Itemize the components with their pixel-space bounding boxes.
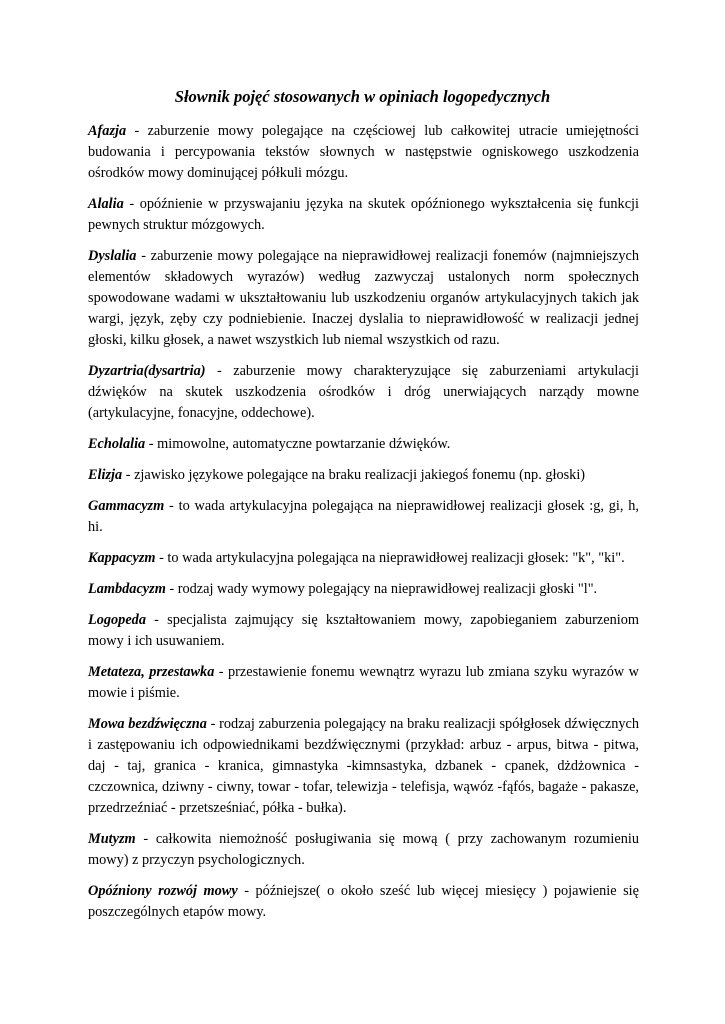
glossary-entry-opozniony-rozwoj-mowy bbox=[88, 881, 639, 923]
glossary-entry-alalia bbox=[88, 194, 639, 236]
glossary-entry-lambdacyzm bbox=[88, 579, 639, 600]
entry-term: Elizja bbox=[88, 467, 123, 483]
entry-term: Opóźniony rozwój mowy bbox=[88, 883, 238, 899]
entry-definition: - rodzaj zaburzenia polegający na braku realizacji spółgłosek dźwięcznych i zastępowaniu ich odpowiednikami bezdźwięcznymi (przykład: arbuz - arpus, bitwa - pitwa, daj - taj, granica - kranica, gimnastyka -kimnsastyka, dzbanek - cpanek, dżdżownica - czczownica, dziwny - ciwny, towar - tofar, telewizja - telefisja, wąwóz -fąfós, bagaże - pakasze, przedrzeźniać - przetsześniać, półka - bułka). bbox=[88, 716, 639, 816]
glossary-entry-elizja bbox=[88, 465, 639, 486]
entry-definition: - to wada artykulacyjna polegająca na nieprawidłowej realizacji głosek :g, gi, h, hi. bbox=[88, 498, 639, 535]
entry-term: Mowa bezdźwięczna bbox=[88, 716, 207, 732]
entry-term: Metateza, przestawka bbox=[88, 664, 215, 680]
entry-definition: - to wada artykulacyjna polegająca na nieprawidłowej realizacji głosek: "k", "ki". bbox=[155, 550, 625, 566]
entry-term: Echolalia bbox=[88, 436, 146, 452]
glossary-entry-logopeda bbox=[88, 610, 639, 652]
glossary-list bbox=[88, 121, 639, 933]
glossary-entry-metateza bbox=[88, 662, 639, 704]
glossary-entry-dyslalia bbox=[88, 246, 639, 351]
entry-term: Mutyzm bbox=[88, 831, 136, 847]
entry-definition: - zaburzenie mowy polegające na nieprawidłowej realizacji fonemów (najmniejszych elementów składowych wyrazów) według zazwyczaj ustalonych norm społecznych spowodowane wadami w ukształtowaniu lub uszkodzeniu organów artykulacyjnych takich jak wargi, język, zęby czy podniebienie. Inaczej dyslalia to nieprawidłowość w realizacji jednej głoski, kilku głosek, a nawet wszystkich lub niemal wszystkich od razu. bbox=[88, 248, 639, 348]
entry-definition: - opóźnienie w przyswajaniu języka na skutek opóźnionego wykształcenia się funkcji pewnych struktur mózgowych. bbox=[88, 196, 639, 233]
entry-term: Logopeda bbox=[88, 612, 146, 628]
entry-term: Dyslalia bbox=[88, 248, 137, 264]
entry-definition: - zaburzenie mowy polegające na częściowej lub całkowitej utracie umiejętności budowania i percypowania tekstów słownych w następstwie ogniskowego uszkodzenia ośrodków mowy dominującej półkuli mózgu. bbox=[88, 123, 639, 181]
glossary-entry-kappacyzm bbox=[88, 548, 639, 569]
entry-term: Afazja bbox=[88, 123, 127, 139]
entry-term: Lambdacyzm bbox=[88, 581, 166, 597]
entry-definition: - przestawienie fonemu wewnątrz wyrazu lub zmiana szyku wyrazów w mowie i piśmie. bbox=[88, 664, 639, 701]
glossary-entry-afazja bbox=[88, 121, 639, 184]
glossary-entry-mutyzm bbox=[88, 829, 639, 871]
glossary-entry-dyzartria bbox=[88, 361, 639, 424]
page-title: Słownik pojęć stosowanych w opiniach logopedycznych bbox=[174, 87, 551, 106]
entry-definition: - całkowita niemożność posługiwania się mową ( przy zachowanym rozumieniu mowy) z przyczyn psychologicznych. bbox=[88, 831, 639, 868]
entry-term: Gammacyzm bbox=[88, 498, 165, 514]
entry-definition: - rodzaj wady wymowy polegający na nieprawidłowej realizacji głoski "l". bbox=[165, 581, 598, 597]
glossary-entry-gammacyzm bbox=[88, 496, 639, 538]
entry-term: Kappacyzm bbox=[88, 550, 156, 566]
glossary-entry-echolalia bbox=[88, 434, 639, 455]
glossary-entry-mowa-bezdzwieczna bbox=[88, 714, 639, 819]
entry-term: Dyzartria(dysartria) bbox=[88, 363, 206, 379]
entry-definition: - mimowolne, automatyczne powtarzanie dźwięków. bbox=[145, 436, 451, 452]
entry-definition: - późniejsze( o około sześć lub więcej miesięcy ) pojawienie się poszczególnych etapów mowy. bbox=[88, 883, 639, 920]
entry-definition: - zaburzenie mowy charakteryzujące się zaburzeniami artykulacji dźwięków na skutek uszkodzenia ośrodków i dróg unerwiających narządy mowne (artykulacyjne, fonacyjne, oddechowe). bbox=[88, 363, 639, 421]
entry-term: Alalia bbox=[88, 196, 124, 212]
entry-definition: - zjawisko językowe polegające na braku realizacji jakiegoś fonemu (np. głoski) bbox=[122, 467, 586, 483]
entry-definition: - specjalista zajmujący się kształtowaniem mowy, zapobieganiem zaburzeniom mowy i ich usuwaniem. bbox=[88, 612, 639, 649]
